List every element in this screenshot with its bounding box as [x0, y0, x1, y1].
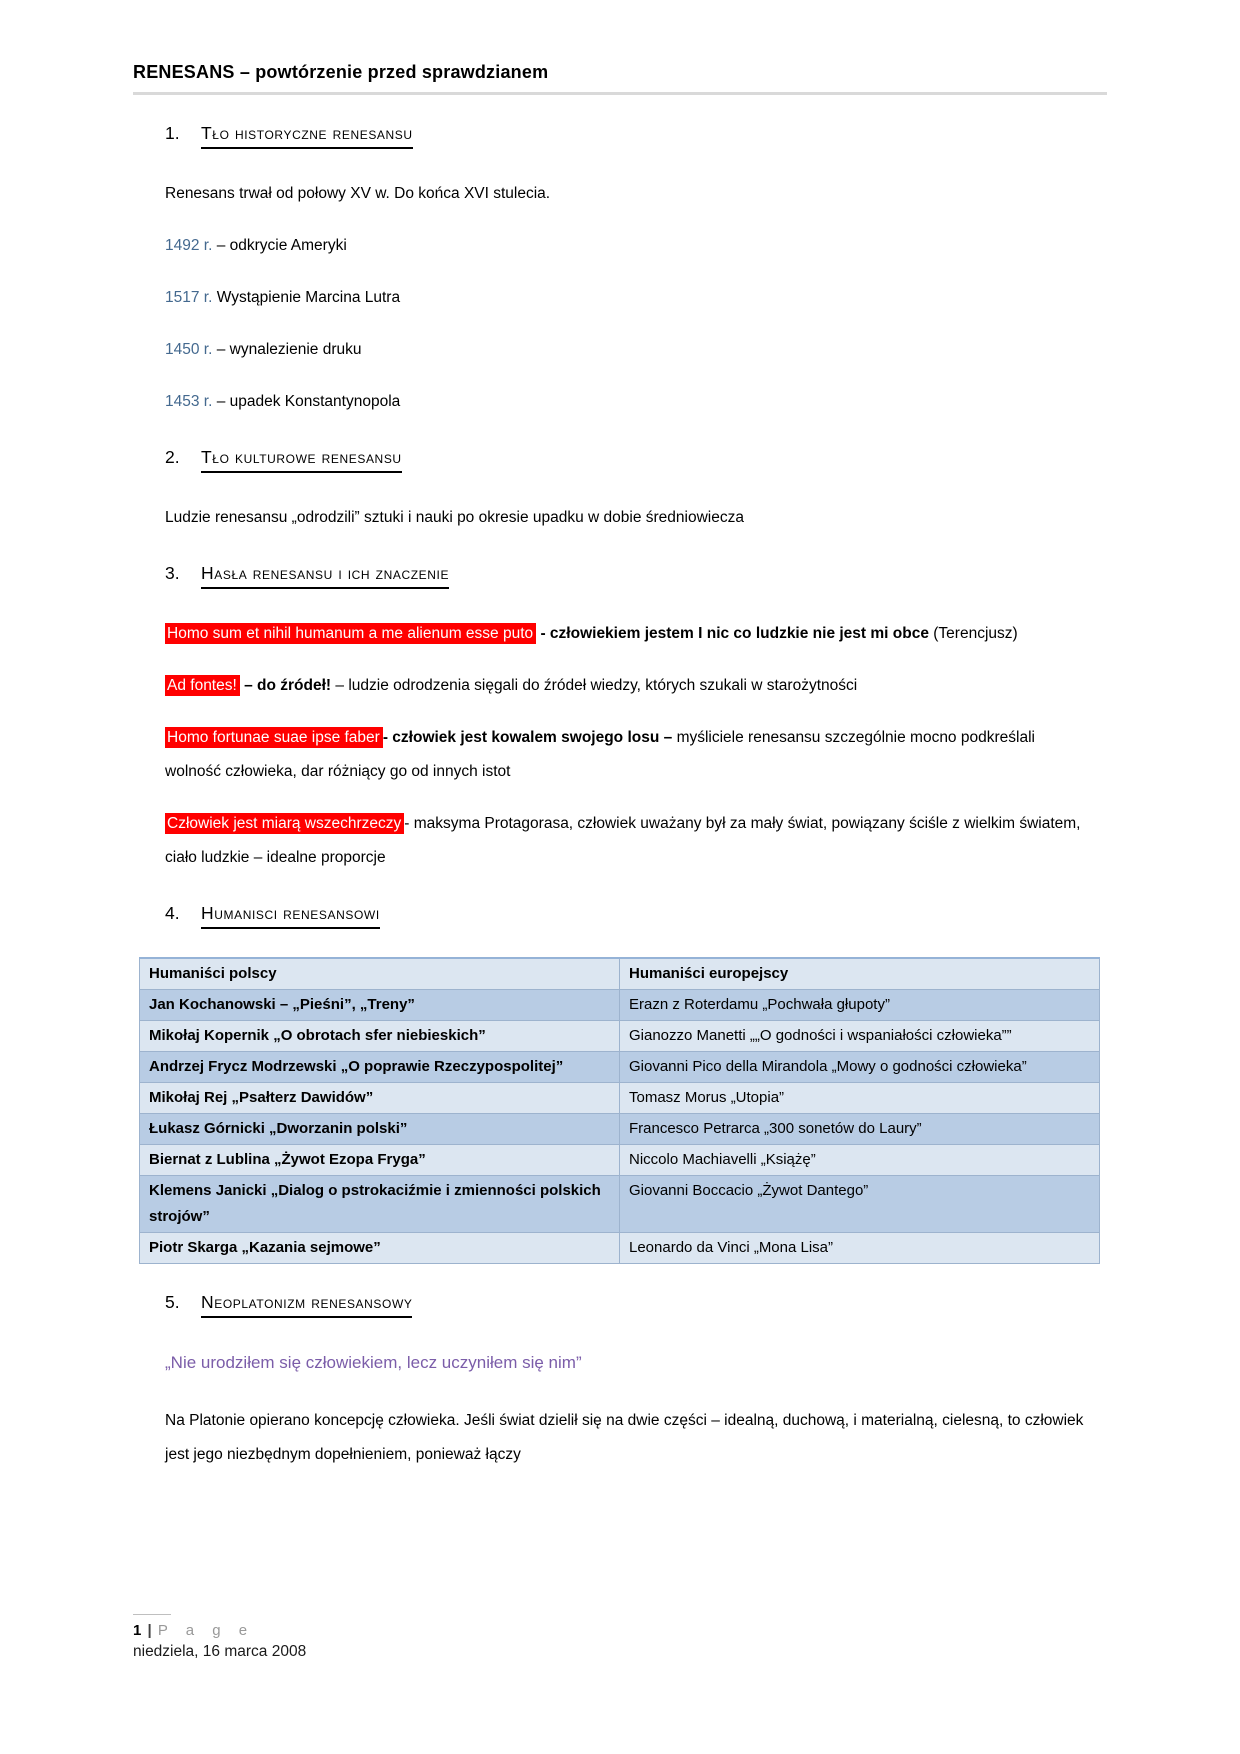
section-number: 1. [165, 123, 180, 143]
neoplatonism-quote: „Nie urodziłem się człowiekiem, lecz uczyniłem się nim” [165, 1353, 582, 1372]
table-row [140, 1052, 1100, 1083]
motto-explanation: - maksyma Protagorasa, człowiek uważany był za mały świat, powiązany ściśle z wielkim światem, ciało ludzkie – idealne proporcje [165, 815, 1081, 866]
motto-translation-bold: – do źródeł! [239, 677, 336, 694]
table-cell-polish: Piotr Skarga „Kazania sejmowe” [140, 1233, 620, 1264]
table-cell-european: Niccolo Machiavelli „Książę” [620, 1145, 1100, 1176]
section-title: Tło kulturowe renesansu [201, 445, 402, 473]
table-cell-polish: Mikołaj Kopernik „O obrotach sfer niebieskich” [140, 1021, 620, 1052]
table-cell-european: Giovanni Pico della Mirandola „Mowy o godności człowieka” [620, 1052, 1100, 1083]
date-description: – odkrycie Ameryki [212, 237, 347, 254]
year-value: 1517 r. [165, 289, 213, 306]
intro-paragraph: Renesans trwał od połowy XV w. Do końca XVI stulecia. [165, 185, 551, 202]
section-heading-1 [165, 121, 1107, 149]
table-row [140, 1145, 1100, 1176]
section-title: Humanisci renesansowi [201, 901, 380, 929]
page-number-line [133, 1622, 306, 1639]
motto-translation-bold: - człowiekiem jestem I nic co ludzkie nie jest mi obce [536, 625, 929, 642]
table-cell-european: Leonardo da Vinci „Mona Lisa” [620, 1233, 1100, 1264]
date-line-1492 [165, 229, 1085, 263]
date-line-1517 [165, 281, 1085, 315]
table-cell-european: Francesco Petrarca „300 sonetów do Laury” [620, 1114, 1100, 1145]
table-row [140, 990, 1100, 1021]
section-number: 4. [165, 903, 180, 923]
section-heading-2 [165, 445, 1107, 473]
column-header-european: Humaniści europejscy [620, 958, 1100, 990]
page-title: RENESANS – powtórzenie przed sprawdzianem [133, 62, 1107, 95]
table-cell-polish: Mikołaj Rej „Psałterz Dawidów” [140, 1083, 620, 1114]
highlighted-latin-motto: Człowiek jest miarą wszechrzeczy [165, 813, 404, 834]
section-heading-4 [165, 901, 1107, 929]
table-cell-european: Gianozzo Manetti „„O godności i wspaniałości człowieka”” [620, 1021, 1100, 1052]
motto-paragraph-czlowiek-miara [165, 807, 1085, 875]
date-description: – upadek Konstantynopola [212, 393, 401, 410]
motto-explanation: myśliciele renesansu szczególnie mocno podkreślali wolność człowieka, dar różniący go od innych istot [165, 729, 1035, 780]
page-number-separator: | [147, 1622, 152, 1639]
year-value: 1453 r. [165, 393, 213, 410]
highlighted-latin-motto: Homo sum et nihil humanum a me alienum esse puto [165, 623, 536, 644]
table-cell-european: Tomasz Morus „Utopia” [620, 1083, 1100, 1114]
table-cell-polish: Łukasz Górnicki „Dworzanin polski” [140, 1114, 620, 1145]
table-cell-polish: Biernat z Lublina „Żywot Ezopa Fryga” [140, 1145, 620, 1176]
section-title: Neoplatonizm renesansowy [201, 1290, 412, 1318]
table-cell-polish: Klemens Janicki „Dialog o pstrokaciźmie i zmienności polskich strojów” [140, 1176, 620, 1233]
table-row [140, 1176, 1100, 1233]
section-number: 3. [165, 563, 180, 583]
motto-explanation: – ludzie odrodzenia sięgali do źródeł wiedzy, których szukali w starożytności [335, 677, 858, 694]
culture-paragraph: Ludzie renesansu „odrodzili” sztuki i nauki po okresie upadku w dobie średniowiecza [165, 509, 744, 526]
year-value: 1492 r. [165, 237, 213, 254]
page-footer [133, 1614, 306, 1661]
motto-translation-bold: - człowiek jest kowalem swojego losu – [382, 729, 677, 746]
motto-paragraph-ad-fontes [165, 669, 1085, 703]
table-row [140, 1021, 1100, 1052]
section-title: Hasła renesansu i ich znaczenie [201, 561, 449, 589]
date-description: – wynalezienie druku [212, 341, 362, 358]
page-number: 1 [133, 1622, 142, 1639]
column-header-polish: Humaniści polscy [140, 958, 620, 990]
section-title: Tło historyczne renesansu [201, 121, 413, 149]
section-number: 2. [165, 447, 180, 467]
highlighted-latin-motto: Ad fontes! [165, 675, 240, 696]
section-heading-3 [165, 561, 1107, 589]
table-cell-european: Erazn z Roterdamu „Pochwała głupoty” [620, 990, 1100, 1021]
document-content [133, 62, 1107, 1490]
table-cell-european: Giovanni Boccacio „Żywot Dantego” [620, 1176, 1100, 1233]
highlighted-latin-motto: Homo fortunae suae ipse faber [165, 727, 383, 748]
page-word: P a g e [157, 1622, 255, 1639]
date-line-1453 [165, 385, 1085, 419]
table-row [140, 1114, 1100, 1145]
footer-divider-line [133, 1614, 171, 1615]
motto-paragraph-homo-fortunae [165, 721, 1085, 789]
table-cell-polish: Jan Kochanowski – „Pieśni”, „Treny” [140, 990, 620, 1021]
motto-explanation: (Terencjusz) [928, 625, 1018, 642]
table-cell-polish: Andrzej Frycz Modrzewski „O poprawie Rzeczypospolitej” [140, 1052, 620, 1083]
footer-date: niedziela, 16 marca 2008 [133, 1643, 307, 1660]
table-header-row [140, 958, 1100, 990]
table-row [140, 1083, 1100, 1114]
motto-paragraph-homo-sum [165, 617, 1085, 651]
section-number: 5. [165, 1292, 180, 1312]
section-heading-5 [165, 1290, 1107, 1318]
humanists-table [139, 957, 1100, 1264]
date-line-1450 [165, 333, 1085, 367]
table-row [140, 1233, 1100, 1264]
neoplatonism-paragraph: Na Platonie opierano koncepcję człowieka. Jeśli świat dzielił się na dwie części – idealną, duchową, i materialną, cielesną, to człowiek jest jego niezbędnym dopełnieniem, ponieważ łączy [165, 1412, 1084, 1463]
year-value: 1450 r. [165, 341, 213, 358]
date-description: Wystąpienie Marcina Lutra [212, 289, 401, 306]
